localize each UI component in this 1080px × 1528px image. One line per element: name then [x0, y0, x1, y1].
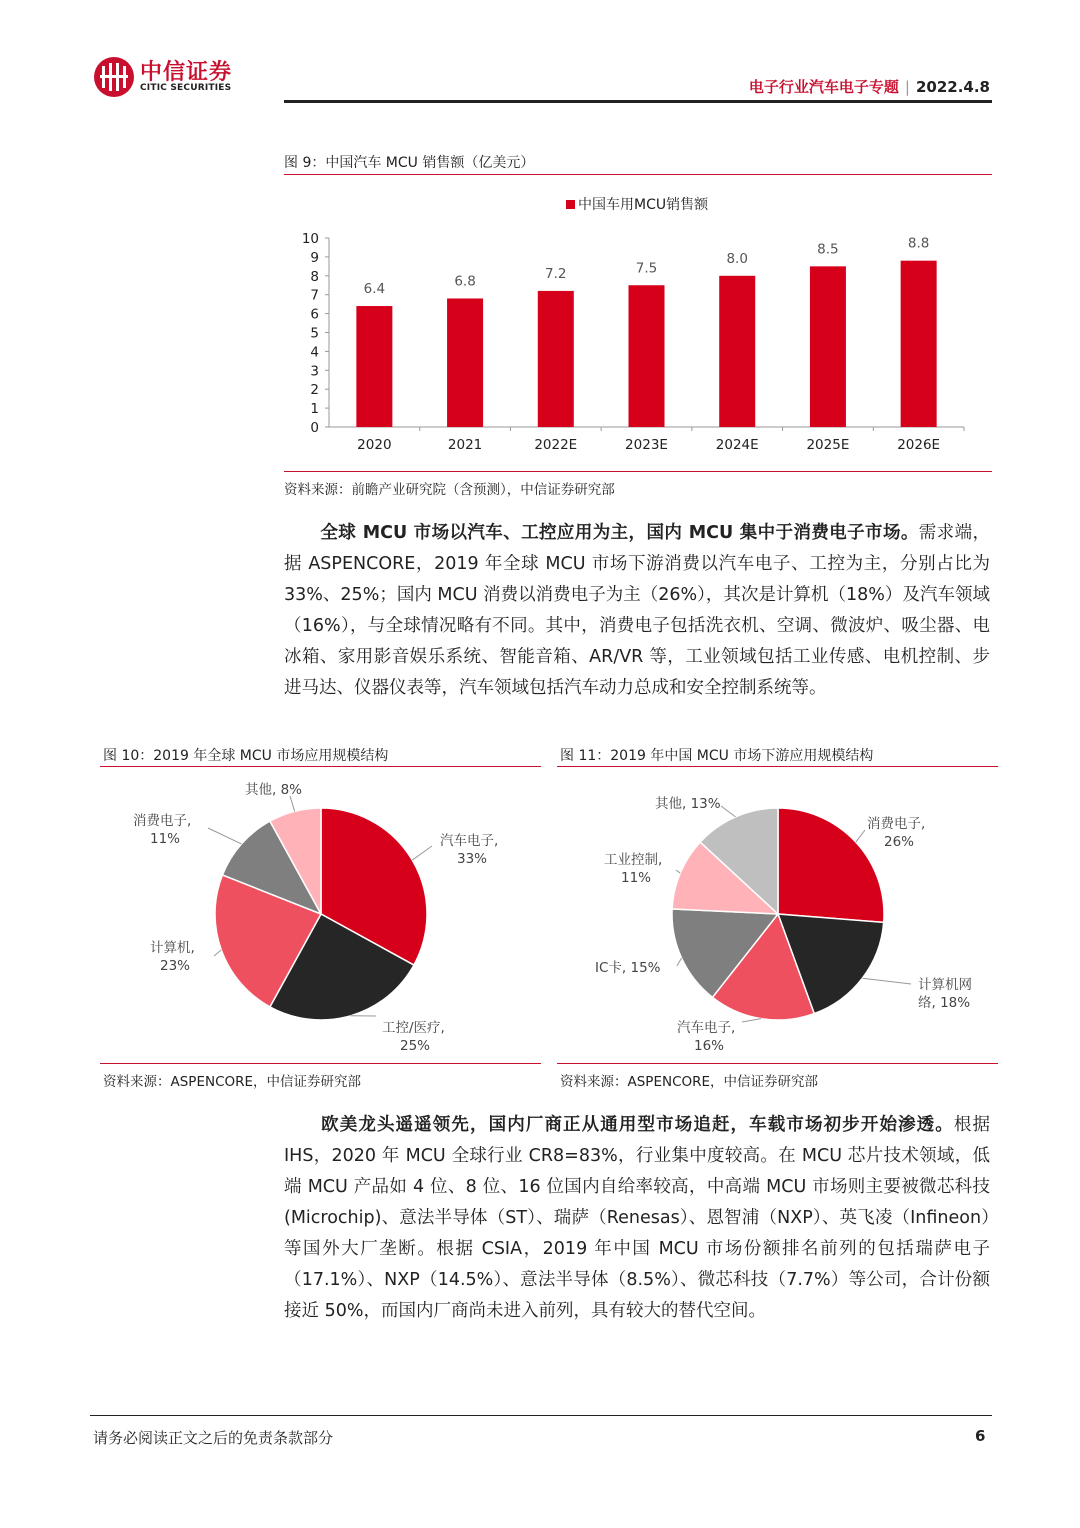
citic-logo-icon — [94, 57, 134, 97]
x-tick-label: 2023E — [625, 437, 668, 453]
figure10-source: 资料来源：ASPENCORE，中信证券研究部 — [103, 1074, 362, 1090]
paragraph2-body: 根据 IHS，2020 年 MCU 全球行业 CR8=83%，行业集中度较高。在 MCU 芯片技术领域，低端 MCU 产品如 4 位、8 位、16 位国内自给率较高，中高端 MCU 市场则主要被微芯科技(Microchip)、意法半导体（ST）、瑞萨（Renesas）、恩智浦（NXP）、英飞凌（Infineon）等国外大厂垄断。根据 CSIA，2019 年中国 MCU 市场份额排名前列的包括瑞萨电子（17.1%）、NXP（14.5%）、意法半导体（8.5%）、微芯科技（7.7%）等公司，合计份额接近 50%，而国内厂商尚未进入前列，具有较大的替代空间。 — [284, 1115, 991, 1321]
pie-leader-line — [856, 830, 865, 842]
y-tick-label: 1 — [310, 401, 319, 418]
figure11-top-rule — [557, 766, 998, 767]
bar-chart-mcu-sales — [284, 185, 992, 465]
pie-slice-label: 计算机, — [150, 940, 195, 956]
y-tick-label: 2 — [310, 382, 319, 399]
pie-slice-label: IC卡, 15% — [595, 960, 661, 976]
bar-value-label: 8.0 — [726, 250, 748, 267]
pie-leader-line — [208, 828, 241, 844]
pie-chart-global-mcu — [100, 770, 541, 1062]
paragraph-mcu-demand — [284, 518, 990, 704]
pie-slice-value: 25% — [400, 1038, 431, 1054]
header-divider — [284, 100, 992, 103]
bar-value-label: 7.2 — [545, 265, 567, 282]
pie-slice-label: 消费电子, — [133, 813, 192, 829]
paragraph-mcu-competition — [284, 1110, 990, 1327]
bar-value-label: 7.5 — [635, 260, 658, 277]
pie-leader-line — [676, 870, 680, 873]
figure10-title: 图 10：2019 年全球 MCU 市场应用规模结构 — [103, 748, 389, 764]
figure9-title: 图 9：中国汽车 MCU 销售额（亿美元） — [284, 155, 535, 171]
bar — [538, 291, 574, 427]
bar-value-label: 8.5 — [817, 241, 839, 258]
pie-slice-value: 16% — [694, 1038, 725, 1054]
page-number: 6 — [975, 1427, 986, 1445]
y-tick-label: 9 — [310, 249, 319, 266]
bar-value-label: 6.8 — [454, 273, 476, 290]
x-tick-label: 2020 — [357, 437, 392, 453]
pie-slice-value: 11% — [621, 870, 652, 886]
report-date: 2022.4.8 — [915, 78, 990, 96]
pie-slice-value: 11% — [150, 831, 181, 847]
bar — [356, 306, 392, 427]
pie-leader-line — [412, 846, 432, 860]
report-title: 电子行业汽车电子专题 — [748, 78, 899, 96]
pie-chart-china-mcu — [557, 770, 998, 1062]
x-tick-label: 2022E — [534, 437, 578, 453]
bar — [719, 276, 755, 427]
footer-divider — [90, 1415, 992, 1416]
pie-slice-value: 络, 18% — [918, 995, 971, 1011]
legend-label: 中国车用MCU销售额 — [578, 197, 709, 213]
figure10-bottom-rule — [100, 1063, 541, 1064]
pie-leader-line — [862, 978, 911, 984]
x-tick-label: 2025E — [806, 437, 850, 453]
header-report-info — [749, 76, 990, 97]
pie-slice-value: 26% — [884, 834, 915, 850]
figure11-bottom-rule — [557, 1063, 998, 1064]
figure9-source: 资料来源：前瞻产业研究院（含预测），中信证券研究部 — [284, 482, 615, 498]
y-tick-label: 3 — [310, 363, 319, 380]
pie-leader-line — [677, 958, 682, 966]
bar-value-label: 8.8 — [907, 235, 930, 252]
pie-slice-label: 其他, 8% — [245, 782, 302, 798]
y-tick-label: 10 — [301, 231, 319, 247]
y-tick-label: 8 — [310, 268, 319, 285]
figure9-top-rule — [284, 174, 992, 175]
figure11-title: 图 11：2019 年中国 MCU 市场下游应用规模结构 — [560, 748, 874, 764]
pie-slice-label: 汽车电子, — [440, 833, 499, 849]
pie-slice-label: 工控/医疗, — [382, 1020, 445, 1036]
y-tick-label: 6 — [310, 306, 319, 323]
logo-chinese-name: 中信证券 — [140, 60, 233, 85]
figure9-bottom-rule — [284, 471, 992, 472]
footer-disclaimer: 请务必阅读正文之后的免责条款部分 — [93, 1429, 334, 1447]
y-tick-label: 0 — [310, 420, 319, 436]
header-separator: | — [904, 78, 910, 96]
pie-slice-value: 33% — [457, 851, 488, 867]
pie-leader-line — [214, 950, 221, 956]
logo-english-name: CITIC SECURITIES — [140, 83, 232, 93]
x-tick-label: 2021 — [447, 437, 483, 453]
paragraph1-body: 需求端，据 ASPENCORE，2019 年全球 MCU 市场下游消费以汽车电子、工控为主，分别占比为 33%、25%；国内 MCU 消费以消费电子为主（26%），其次是计算机（18%）及汽车领域（16%），与全球情况略有不同。其中，消费电子包括洗衣机、空调、微波炉、吸尘器、电冰箱、家用影音娱乐系统、智能音箱、AR/VR 等，工业领域包括工业传感、电机控制、步进马达、仪器仪表等，汽车领域包括汽车动力总成和安全控制系统等。 — [284, 523, 990, 698]
bar — [810, 266, 846, 427]
x-tick-label: 2026E — [897, 437, 941, 453]
x-tick-label: 2024E — [715, 437, 759, 453]
y-tick-label: 5 — [310, 325, 319, 342]
pie-slice-label: 工业控制, — [604, 852, 663, 868]
pie-slice-label: 计算机网 — [918, 977, 972, 993]
pie-leader-line — [290, 796, 295, 811]
bar — [629, 285, 665, 427]
pie-slice-label: 消费电子, — [867, 816, 926, 832]
paragraph1-lead: 全球 MCU 市场以汽车、工控应用为主，国内 MCU 集中于消费电子市场。 — [320, 523, 919, 543]
company-logo — [94, 55, 254, 99]
y-tick-label: 7 — [310, 287, 319, 304]
paragraph2-lead: 欧美龙头遥遥领先，国内厂商正从通用型市场追赶，车载市场初步开始渗透。 — [320, 1115, 954, 1135]
bar — [901, 261, 937, 427]
legend-swatch — [566, 200, 575, 209]
pie-leader-line — [742, 1019, 761, 1022]
pie-slice-label: 其他, 13% — [655, 796, 721, 812]
figure10-top-rule — [100, 766, 541, 767]
pie-slice-label: 汽车电子, — [677, 1020, 736, 1036]
pie-slice-value: 23% — [160, 958, 191, 974]
bar — [447, 298, 483, 427]
pie-leader-line — [721, 806, 736, 817]
figure11-source: 资料来源：ASPENCORE，中信证券研究部 — [560, 1074, 819, 1090]
bar-value-label: 6.4 — [363, 281, 386, 298]
y-tick-label: 4 — [310, 344, 319, 361]
